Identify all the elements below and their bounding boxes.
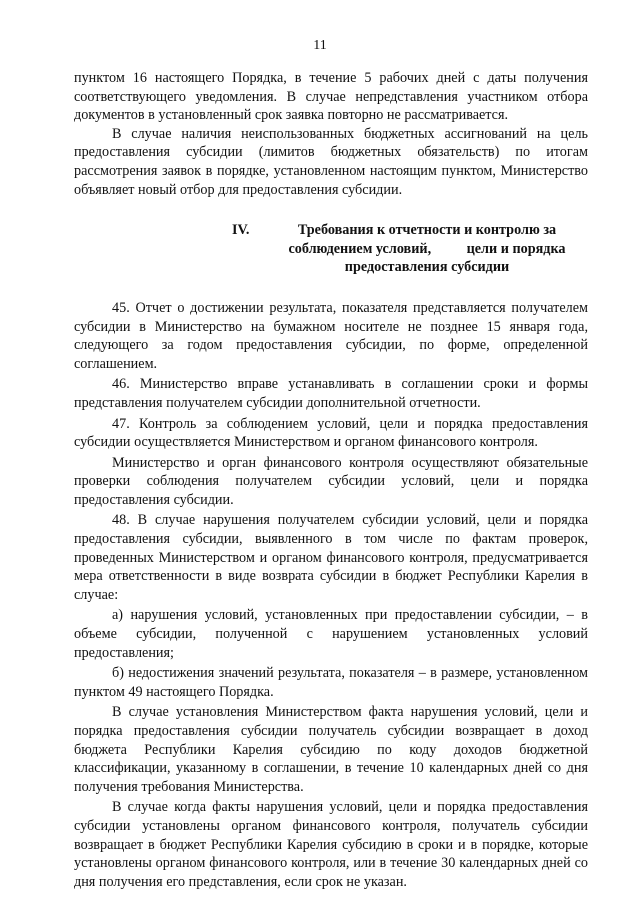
paragraph-47: 47. Контроль за соблюдением условий, цели и порядка предоставления субсидии осуществляется Министерством и органом финансового контроля.: [74, 415, 588, 451]
page-number: 11: [313, 38, 327, 53]
section-title: [266, 221, 588, 277]
paragraph-48-a: а) нарушения условий, установленных при предоставлении субсидии, – в объеме субсидии, полученной с нарушением установленных условий предоставления;: [74, 607, 588, 661]
paragraph-unused-allocations: В случае наличия неиспользованных бюджетных ассигнований на цель предоставления субсидии (лимитов бюджетных обязательств) по итогам рассмотрения заявок в порядке, установленном настоящим пунктом, Министерство объявляет новый отбор для предоставления субсидии.: [74, 125, 588, 198]
section-title-line: соблюдением условий, цели и порядка: [288, 240, 566, 257]
paragraph-47-checks: Министерство и орган финансового контроля осуществляют обязательные проверки соблюдения получателем субсидии условий, цели и порядка предоставления субсидии.: [74, 454, 588, 508]
paragraph-ministry-violation: В случае установления Министерством факта нарушения условий, цели и порядка предоставления субсидии получатель субсидии возвращает в доход бюджета Республики Карелия субсидию по коду доходов бюджетной классификации, указанному в соглашении, в течение 10 календарных дней со дня получения требования Министерства.: [74, 704, 588, 795]
document-body: [74, 69, 588, 893]
paragraph-48: 48. В случае нарушения получателем субсидии условий, цели и порядка предоставления субсидии, выявленного в том числе по фактам проверок, проведенных Министерством и органом финансового контроля, предусматривается мера ответственности в виде возврата субсидии в бюджет Республики Карелия в случае:: [74, 512, 588, 603]
paragraph-48-b: б) недостижения значений результата, показателя – в размере, установленном пунктом 49 настоящего Порядка.: [74, 665, 588, 700]
paragraph-45: 45. Отчет о достижении результата, показателя представляется получателем субсидии в Министерство на бумажном носителе не позднее 15 января года, следующего за годом предоставления субсидии, по форме, определенной соглашением.: [74, 299, 588, 372]
section-title-line: предоставления субсидии: [344, 259, 510, 276]
paragraph-continuation: пунктом 16 настоящего Порядка, в течение 5 рабочих дней с даты получения соответствующего уведомления. В случае непредставления участником отбора документов в установленный срок заявка повторно не рассматривается.: [74, 70, 588, 124]
section-heading: [74, 221, 588, 277]
section-title-line: Требования к отчетности и контролю за: [297, 222, 557, 239]
section-number: IV.: [232, 222, 250, 239]
paragraph-control-body-violation: В случае когда факты нарушения условий, цели и порядка предоставления субсидии установлены органом финансового контроля, получатель субсидии возвращает в бюджет Республики Карелия субсидию в сроки и в порядке, которые установлены органом финансового контроля, или в течение 30 календарных дней со дня получения его представления, если срок не указан.: [74, 799, 588, 890]
paragraph-46: 46. Министерство вправе устанавливать в соглашении сроки и формы представления получателем субсидии дополнительной отчетности.: [74, 376, 588, 411]
